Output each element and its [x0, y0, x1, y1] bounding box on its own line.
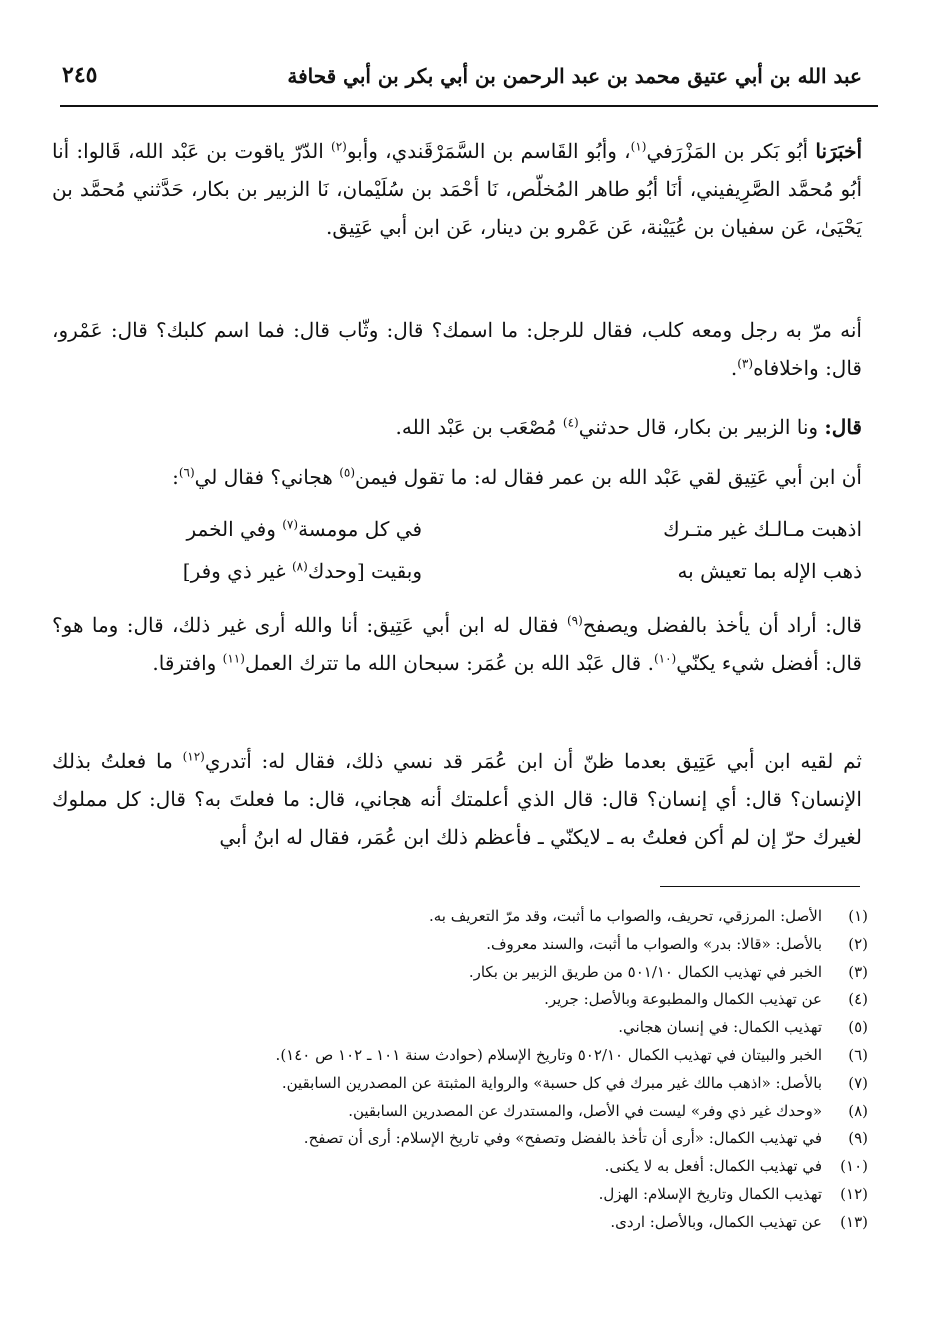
text-run: غير ذي وفر] [182, 559, 292, 583]
paragraph-dog-story [52, 311, 862, 387]
footnote-number: (١) [848, 907, 868, 925]
running-title: عبد الله بن أبي عتيق محمد بن عبد الرحمن بن أبي بكر بن أبي قحافة [287, 64, 862, 88]
footnote-item [68, 959, 868, 987]
text-run: ، وأبُو القَاسم بن السَّمَرْقَندي، وأبو [346, 139, 631, 163]
footnote-number: (٦) [848, 1045, 868, 1064]
verse-first-hemistich: ذهب الإله بما تعيش به [677, 559, 862, 583]
text-run: وافترقا. [152, 651, 223, 675]
footnote-item [68, 1042, 868, 1070]
footnote-ref: (٩) [566, 613, 583, 628]
footnote-text: «وحدك غير ذي وفر» ليست في الأصل، والمستدرك عن المصدرين السابقين. [348, 1101, 822, 1120]
text-run: ما فعلتُ بذلك الإنسان؟ قال: أي إنسان؟ قال: قال الذي أعلمتك أنه هجاني، قال: ما فعلتَ به؟ قال: كل مملوك لغيرك حرّ إن لم أكن فعلتُ به ـ لايكنّي ـ فأعظم ذلك ابن عُمَر، فقال له ابنُ أبي [52, 749, 862, 849]
verse-line [52, 512, 862, 546]
footnote-text: الخبر في تهذيب الكمال ٥٠١/١٠ من طريق الزبير بن بكار. [468, 962, 822, 981]
footnote-number: (١٠) [840, 1157, 868, 1176]
footnote-item [68, 1209, 868, 1237]
footnote-item [68, 1153, 868, 1181]
paragraph-reply [52, 606, 862, 682]
text-run: وبقيت [وحدك [307, 559, 422, 583]
text-run: : [172, 465, 179, 489]
text-run: أنه مرّ به رجل ومعه كلب، فقال للرجل: ما اسمك؟ قال: وثّاب قال: فما اسم كلبك؟ قال: عَمْرو، قال: واخلافاه [52, 318, 862, 380]
footnote-ref: (٢) [331, 139, 347, 154]
verse-second-hemistich [52, 512, 422, 546]
text-run: . [730, 356, 738, 380]
footnote-text: الأصل: المرزقي، تحريف، والصواب ما أثبت، وقد مرّ التعريف به. [428, 907, 822, 925]
footnote-rule [660, 886, 860, 887]
footnote-ref: (١) [630, 139, 647, 154]
verse-line [52, 554, 862, 588]
footnote-text: الخبر والبيتان في تهذيب الكمال ٥٠٢/١٠ وتاريخ الإسلام (حوادث سنة ١٠١ ـ ١٠٢ ص ١٤٠). [275, 1045, 822, 1064]
footnote-item [68, 1181, 868, 1209]
footnote-item [68, 1098, 868, 1126]
text-run: في كل مومسة [298, 517, 422, 541]
verse-second-hemistich [52, 554, 422, 588]
footnote-text: عن تهذيب الكمال، وبالأصل: اردى. [610, 1212, 822, 1231]
footnote-ref: (١٠) [653, 651, 677, 666]
footnote-item [68, 1070, 868, 1098]
footnotes-list [68, 903, 868, 1237]
footnote-number: (١٢) [840, 1184, 868, 1203]
footnote-number: (١٣) [840, 1212, 868, 1231]
footnote-number: (٢) [848, 934, 868, 953]
footnote-text: بالأصل: «قالا: بدر» والصواب ما أثبت، والسند معروف. [486, 934, 822, 953]
qala-lead: قال: [824, 415, 862, 439]
footnote-text: بالأصل: «اذهب مالك غير مبرك في كل حسبة» والرواية المثبتة عن المصدرين السابقين. [281, 1073, 822, 1092]
footnote-item [68, 986, 868, 1014]
footnote-ref: (٦) [178, 465, 195, 480]
text-run: فقال له ابن أبي عَتِيق: أنا والله أرى غير ذلك، قال: وما هو؟ قال: أفضل شيء يكنّي [52, 613, 862, 675]
footnote-item [68, 903, 868, 931]
footnote-ref: (٨) [291, 559, 308, 574]
text-run: هجاني؟ فقال لي [194, 465, 340, 489]
footnote-number: (٤) [848, 990, 868, 1009]
footnote-ref: (٣) [737, 356, 754, 371]
footnote-item [68, 1014, 868, 1042]
paragraph-meeting [52, 458, 862, 496]
paragraph-second-meeting [52, 742, 862, 856]
footnote-number: (٥) [848, 1018, 868, 1037]
footnote-ref: (٥) [339, 465, 356, 480]
text-run: مُصْعَب بن عَبْد الله. [395, 415, 563, 439]
footnote-number: (٩) [848, 1129, 868, 1148]
footnote-ref: (٧) [282, 517, 299, 532]
text-run: ونا الزبير بن بكار، قال حدثني [578, 415, 825, 439]
header-rule [60, 105, 878, 107]
footnote-text: تهذيب الكمال وتاريخ الإسلام: الهزل. [598, 1184, 822, 1203]
footnote-ref: (١١) [222, 651, 245, 666]
text-run: قال: أراد أن يأخذ بالفضل ويصفح [582, 613, 862, 637]
paragraph-isnad-1 [52, 132, 862, 246]
page-number: ٢٤٥ [62, 62, 98, 88]
footnote-text: في تهذيب الكمال: «أرى أن تأخذ بالفضل وتصفح» وفي تاريخ الإسلام: أرى أن تصفح. [303, 1129, 822, 1148]
text-run: أبُو بَكر بن المَزْرَفي [646, 139, 816, 163]
akhbarana-lead: أخبَرَنا [815, 139, 862, 163]
footnote-ref: (٤) [562, 415, 579, 430]
footnote-item [68, 931, 868, 959]
footnote-number: (٨) [848, 1101, 868, 1120]
text-run: الدّرّ ياقوت بن عَبْد الله، قَالوا: أنا أبُو مُحمَّد الصَّرِيفيني، أنَا أبُو طاهر المُخلّص، نَا أحْمَد بن سُلَيْمان، نَا الزبير بن بكار، حَدَّثني مُحمَّد بن يَحْيَىٰ، عَن سفيان بن عُيَيْنة، عَن عَمْرو بن دينار، عَن ابن أبي عَتِيق. [52, 139, 862, 239]
text-run: أن ابن أبي عَتِيق لقي عَبْد الله بن عمر فقال له: ما تقول فيمن [355, 465, 862, 489]
text-run: . قال عَبْد الله بن عُمَر: سبحان الله ما تترك العمل [244, 651, 654, 675]
verse-first-hemistich: اذهبت مـالـك غير متـرك [663, 517, 862, 541]
text-run: وفي الخمر [186, 517, 283, 541]
footnote-text: عن تهذيب الكمال والمطبوعة وبالأصل: جرير. [544, 990, 822, 1009]
footnote-ref: (١٢) [182, 749, 205, 764]
footnote-text: تهذيب الكمال: في إنسان هجاني. [618, 1018, 822, 1037]
footnote-text: في تهذيب الكمال: أفعل به لا يكنى. [604, 1157, 822, 1176]
footnote-number: (٧) [848, 1073, 868, 1092]
paragraph-isnad-2 [52, 408, 862, 446]
footnote-item [68, 1125, 868, 1153]
footnote-number: (٣) [848, 962, 868, 981]
text-run: ثم لقيه ابن أبي عَتِيق بعدما ظنّ أن ابن عُمَر قد نسي ذلك، فقال له: أتدري [204, 749, 862, 773]
